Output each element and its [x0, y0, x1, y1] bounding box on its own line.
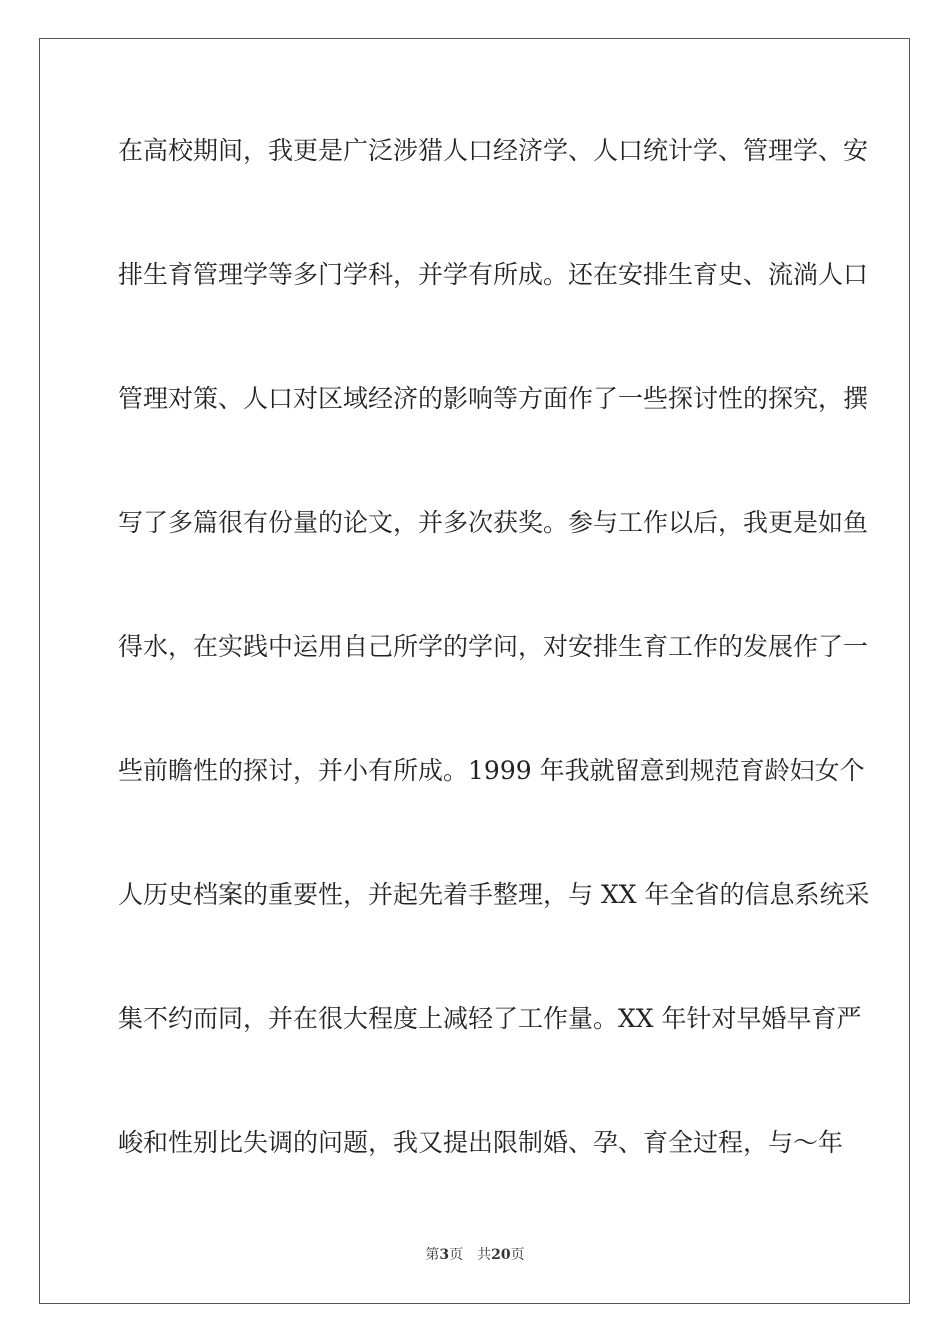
- page-footer: [0, 1246, 950, 1264]
- page-border: [39, 38, 910, 1304]
- text-line: 集不约而同，并在很大程度上减轻了工作量。XX 年针对早婚早育严: [118, 1004, 862, 1033]
- text-line: 写了多篇很有份量的论文，并多次获奖。参与工作以后，我更是如鱼: [118, 508, 869, 537]
- total-prefix: 共: [477, 1247, 492, 1263]
- total-pages: 20: [491, 1247, 511, 1263]
- text-line: 管理对策、人口对区域经济的影响等方面作了一些探讨性的探究，撰: [118, 384, 869, 413]
- page-suffix: 页: [449, 1247, 464, 1263]
- text-line: 在高校期间，我更是广泛涉猎人口经济学、人口统计学、管理学、安: [118, 136, 869, 165]
- page-prefix: 第: [425, 1247, 440, 1263]
- text-line: 得水，在实践中运用自己所学的学问，对安排生育工作的发展作了一: [118, 632, 869, 661]
- page-number: 3: [439, 1247, 450, 1263]
- text-line: 排生育管理学等多门学科，并学有所成。还在安排生育史、流淌人口: [118, 260, 869, 289]
- text-line: 人历史档案的重要性，并起先着手整理，与 XX 年全省的信息系统采: [118, 880, 870, 909]
- text-line: 峻和性别比失调的问题，我又提出限制婚、孕、育全过程，与～年: [118, 1128, 844, 1157]
- text-line: 些前瞻性的探讨，并小有所成。1999 年我就留意到规范育龄妇女个: [118, 756, 865, 785]
- total-suffix: 页: [510, 1247, 525, 1263]
